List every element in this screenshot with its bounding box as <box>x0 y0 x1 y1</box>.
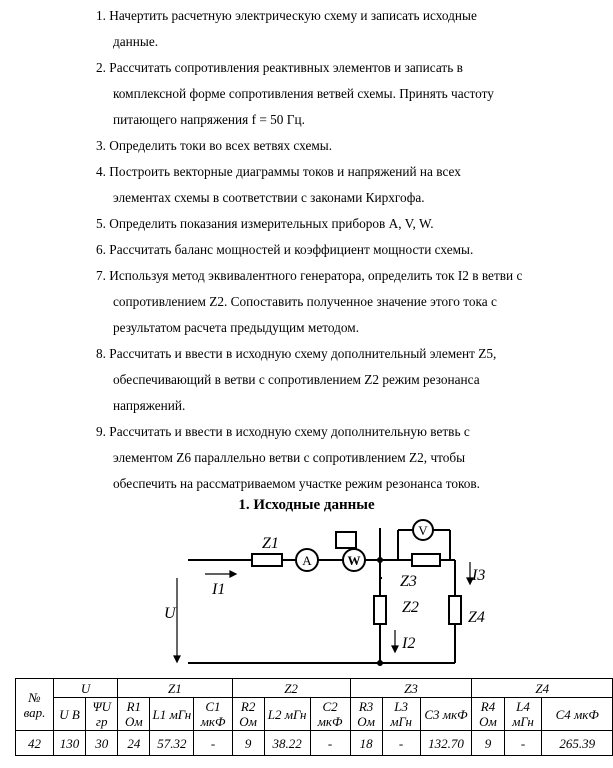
header-l3: L3 мГн <box>382 698 420 731</box>
z4-resistor <box>449 596 461 624</box>
header-c1: C1 мкФ <box>194 698 232 731</box>
header-psi: ΨU гр <box>86 698 118 731</box>
header-r1: R1 Ом <box>118 698 150 731</box>
i3-label: I3 <box>472 567 486 584</box>
task-8-line-3: напряжений. <box>113 398 186 413</box>
header-u: U В <box>53 698 85 731</box>
i1-label: I1 <box>212 581 226 598</box>
z1-resistor <box>252 554 282 566</box>
cell-c2: - <box>310 731 350 756</box>
group-z1: Z1 <box>118 679 232 698</box>
task-2-line-1: 2. Рассчитать сопротивления реактивных элементов и записать в <box>96 60 463 75</box>
header-variant: № вар. <box>16 679 54 731</box>
cell-psi: 30 <box>86 731 118 756</box>
group-u: U <box>53 679 117 698</box>
cell-c3: 132.70 <box>420 731 472 756</box>
group-z3: Z3 <box>350 679 472 698</box>
cell-r2: 9 <box>232 731 264 756</box>
cell-variant: 42 <box>16 731 54 756</box>
header-l1: L1 мГн <box>150 698 194 731</box>
task-8-line-1: 8. Рассчитать и ввести в исходную схему дополнительный элемент Z5, <box>96 346 497 361</box>
task-1-line-2: данные. <box>113 34 159 49</box>
task-9-line-3: обеспечить на рассматриваемом участке режим резонанса токов. <box>113 476 481 491</box>
cell-l1: 57.32 <box>150 731 194 756</box>
header-r2: R2 Ом <box>232 698 264 731</box>
u-label: U <box>164 605 176 622</box>
task-7-line-1: 7. Используя метод эквивалентного генератора, определить ток I2 в ветви с <box>96 268 523 283</box>
source-data-table <box>15 678 613 756</box>
z2-resistor <box>374 596 386 624</box>
task-2-line-3: питающего напряжения f = 50 Гц. <box>113 112 305 127</box>
header-c2: C2 мкФ <box>310 698 350 731</box>
cell-l2: 38.22 <box>264 731 310 756</box>
cell-l4: - <box>504 731 542 756</box>
z4-label: Z4 <box>468 609 485 626</box>
group-z2: Z2 <box>232 679 350 698</box>
wattmeter-label: W <box>347 553 361 568</box>
task-2-line-2: комплексной форме сопротивления ветвей схемы. Принять частоту <box>113 86 494 101</box>
section-title: 1. Исходные данные <box>238 497 375 513</box>
cell-r4: 9 <box>472 731 504 756</box>
header-c4: C4 мкФ <box>542 698 613 731</box>
group-z4: Z4 <box>472 679 613 698</box>
header-r4: R4 Ом <box>472 698 504 731</box>
cell-c4: 265.39 <box>542 731 613 756</box>
z1-label: Z1 <box>262 535 279 552</box>
task-4-line-2: элементах схемы в соответствии с законами Кирхгофа. <box>113 190 425 205</box>
voltmeter-label: V <box>418 523 428 538</box>
header-c3: C3 мкФ <box>420 698 472 731</box>
z2-label: Z2 <box>402 599 419 616</box>
z3-resistor <box>412 554 440 566</box>
task-8-line-2: обеспечивающий в ветви с сопротивлением Z2 режим резонанса <box>113 372 480 387</box>
cell-c1: - <box>194 731 232 756</box>
cell-r1: 24 <box>118 731 150 756</box>
task-1-line-1: 1. Начертить расчетную электрическую схему и записать исходные <box>96 8 477 23</box>
i2-label: I2 <box>402 635 416 652</box>
header-l4: L4 мГн <box>504 698 542 731</box>
task-7-line-2: сопротивлением Z2. Сопоставить полученное значение этого тока с <box>113 294 497 309</box>
task-9-line-2: элементом Z6 параллельно ветви с сопротивлением Z2, чтобы <box>113 450 466 465</box>
cell-l3: - <box>382 731 420 756</box>
task-9-line-1: 9. Рассчитать и ввести в исходную схему дополнительную ветвь с <box>96 424 470 439</box>
header-l2: L2 мГн <box>264 698 310 731</box>
wattmeter-voltage-coil <box>336 532 356 548</box>
task-3-line-1: 3. Определить токи во всех ветвях схемы. <box>96 138 333 153</box>
header-r3: R3 Ом <box>350 698 382 731</box>
cell-u: 130 <box>53 731 85 756</box>
ammeter-label: A <box>302 553 312 568</box>
task-5-line-1: 5. Определить показания измерительных приборов A, V, W. <box>96 216 434 231</box>
task-6-line-1: 6. Рассчитать баланс мощностей и коэффициент мощности схемы. <box>96 242 474 257</box>
circuit-diagram <box>150 518 490 668</box>
task-7-line-3: результатом расчета предыдущим методом. <box>113 320 360 335</box>
z3-label: Z3 <box>400 573 417 590</box>
task-4-line-1: 4. Построить векторные диаграммы токов и напряжений на всех <box>96 164 461 179</box>
cell-r3: 18 <box>350 731 382 756</box>
